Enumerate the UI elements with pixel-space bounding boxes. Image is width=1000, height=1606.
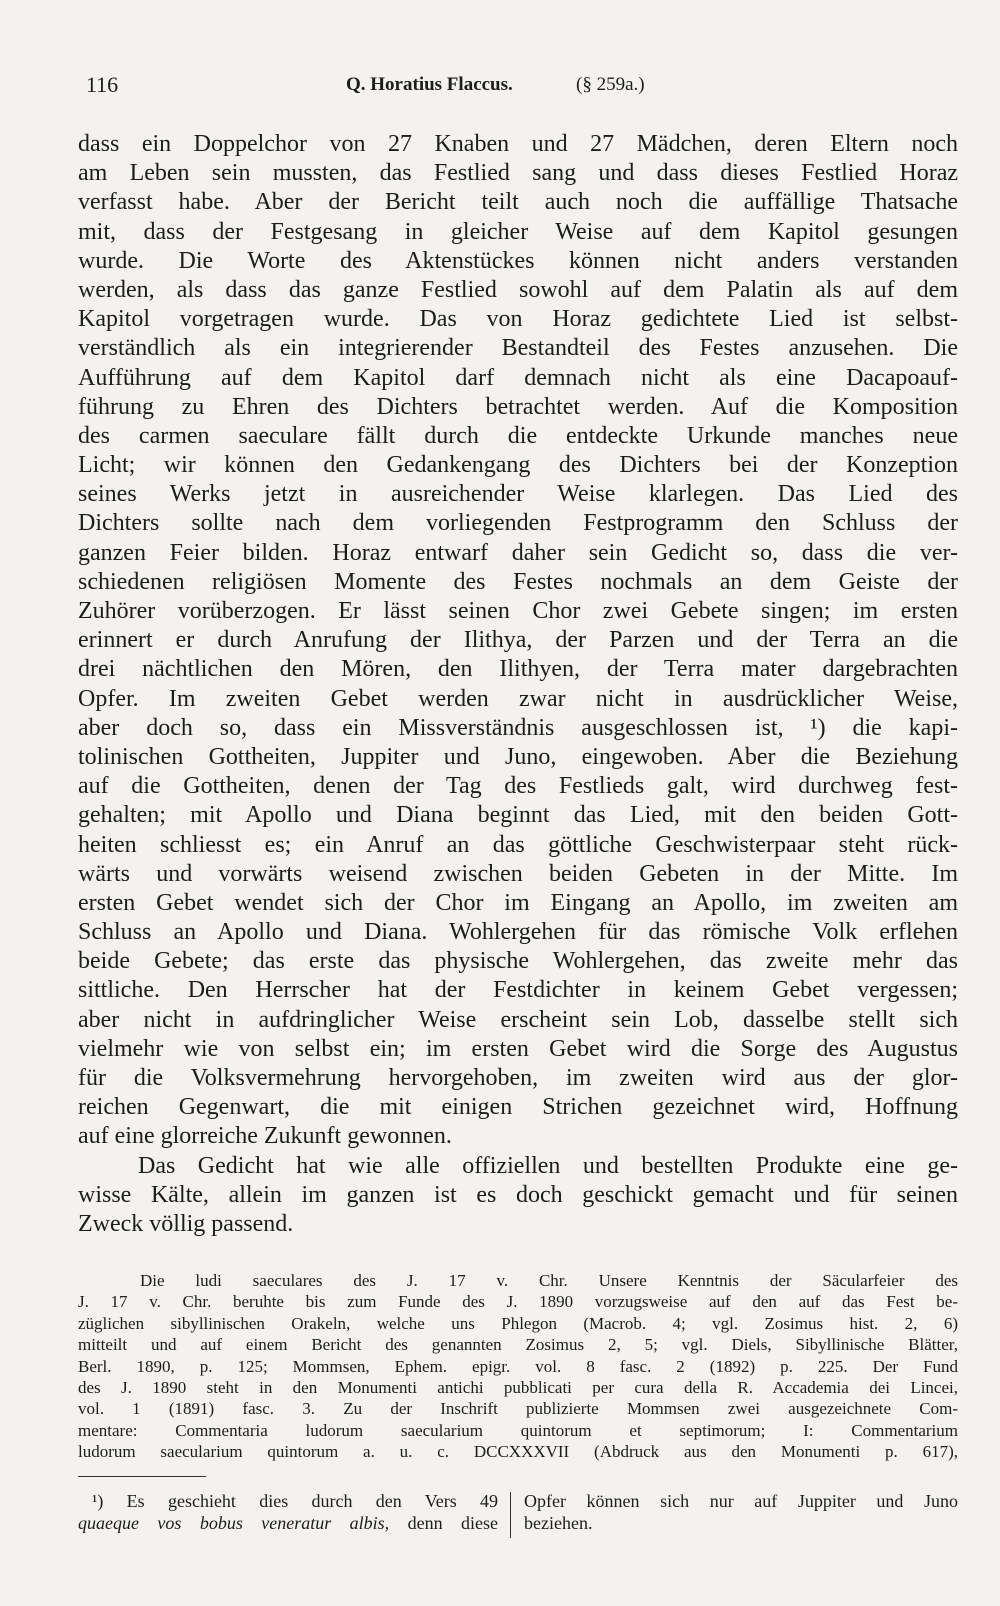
text-line: gehalten; mit Apollo und Diana beginnt das Lied, mit den beiden Gott- bbox=[78, 802, 958, 829]
text-line: erinnert er durch Anrufung der Ilithya, der Parzen und der Terra an die bbox=[78, 627, 958, 654]
text-line: heiten schliesst es; ein Anruf an das göttliche Geschwisterpaar steht rück- bbox=[78, 831, 958, 858]
footnote-line: Opfer können sich nur auf Juppiter und Juno bbox=[524, 1491, 958, 1511]
footnote-quote: quaeque vos bobus veneratur albis, bbox=[78, 1513, 390, 1533]
text-line: auf die Gottheiten, denen der Tag des Festlieds galt, wird durchweg fest- bbox=[78, 773, 958, 800]
text-line: tolinischen Gottheiten, Juppiter und Juno, eingewoben. Aber die Beziehung bbox=[78, 743, 958, 770]
footnote-column-divider bbox=[510, 1492, 511, 1538]
note-line: mitteilt und auf einem Bericht des genannten Zosimus 2, 5; vgl. Diels, Sibyllinische Blätter, bbox=[78, 1335, 958, 1355]
text-line: dass ein Doppelchor von 27 Knaben und 27 Mädchen, deren Eltern noch bbox=[78, 131, 958, 157]
note-line: des J. 1890 steht in den Monumenti antichi pubblicati per cura della R. Accademia dei Lincei, bbox=[78, 1377, 958, 1397]
footnote-right-column bbox=[524, 1490, 958, 1534]
text-line: auf eine glorreiche Zukunft gewonnen. bbox=[78, 1123, 452, 1150]
text-line: ganzen Feier bilden. Horaz entwarf daher sein Gedicht so, dass die ver- bbox=[78, 539, 958, 566]
text-line: ersten Gebet wendet sich der Chor im Eingang an Apollo, im zweiten am bbox=[78, 889, 958, 916]
footnote-line: ¹) Es geschieht dies durch den Vers 49 bbox=[92, 1491, 498, 1511]
main-text bbox=[78, 130, 958, 1239]
note-line: mentare: Commentaria ludorum saecularium quintorum et septimorum; I: Commentarium bbox=[78, 1420, 958, 1440]
bibliographic-note bbox=[78, 1270, 958, 1463]
text-line: Aufführung auf dem Kapitol darf demnach nicht als eine Dacapoauf- bbox=[78, 364, 958, 391]
text-line: aber nicht in aufdringlicher Weise erscheint sein Lob, dasselbe stellt sich bbox=[78, 1006, 958, 1033]
text-line: reichen Gegenwart, die mit einigen Strichen gezeichnet wird, Hoffnung bbox=[78, 1094, 958, 1121]
text-line: wärts und vorwärts weisend zwischen beiden Gebeten in der Mitte. Im bbox=[78, 860, 958, 887]
text-line: für die Volksvermehrung hervorgehoben, im zweiten wird aus der glor- bbox=[78, 1065, 958, 1091]
note-line: Die ludi saeculares des J. 17 v. Chr. Unsere Kenntnis der Säcularfeier des bbox=[140, 1271, 958, 1290]
text-line: Dichters sollte nach dem vorliegenden Festprogramm den Schluss der bbox=[78, 510, 958, 537]
text-line: verständlich als ein integrierender Bestandteil des Festes anzusehen. Die bbox=[78, 335, 958, 362]
text-line: wisse Kälte, allein im ganzen ist es doch geschickt gemacht und für seinen bbox=[78, 1181, 958, 1208]
page-number: 116 bbox=[86, 72, 119, 97]
text-line: Schluss an Apollo und Diana. Wohlergehen für das römische Volk erflehen bbox=[78, 919, 958, 946]
page-header bbox=[78, 72, 958, 108]
text-line: seines Werks jetzt in ausreichender Weise klarlegen. Das Lied des bbox=[78, 481, 958, 508]
running-title: Q. Horatius Flaccus. bbox=[346, 74, 513, 95]
text-line: Opfer. Im zweiten Gebet werden zwar nicht in ausdrücklicher Weise, bbox=[78, 685, 958, 712]
text-line: führung zu Ehren des Dichters betrachtet werden. Auf die Komposition bbox=[78, 393, 958, 420]
footnote-rule bbox=[78, 1476, 206, 1477]
text-line: Kapitol vorgetragen wurde. Das von Horaz gedichtete Lied ist selbst- bbox=[78, 306, 958, 333]
text-line: schiedenen religiösen Momente des Festes nochmals an dem Geiste der bbox=[78, 568, 958, 595]
footnote-line: beziehen. bbox=[524, 1513, 593, 1533]
note-line: züglichen sibyllinischen Orakeln, welche uns Phlegon (Macrob. 4; vgl. Zosimus hist. 2, 6) bbox=[78, 1313, 958, 1333]
note-line: Berl. 1890, p. 125; Mommsen, Ephem. epigr. vol. 8 fasc. 2 (1892) p. 225. Der Fund bbox=[78, 1356, 958, 1376]
text-line: Zuhörer vorüberzogen. Er lässt seinen Chor zwei Gebete singen; im ersten bbox=[78, 598, 958, 624]
text-line: wurde. Die Worte des Aktenstückes können nicht anders verstanden bbox=[78, 247, 958, 274]
note-line: ludorum saecularium quintorum a. u. c. DCCXXXVII (Abdruck aus den Monumenti p. 617), bbox=[78, 1442, 958, 1462]
note-line: vol. 1 (1891) fasc. 3. Zu der Inschrift publizierte Mommsen zwei ausgezeichnete Com- bbox=[78, 1399, 958, 1419]
text-line: am Leben sein mussten, das Festlied sang und dass dieses Festlied Horaz bbox=[78, 160, 958, 187]
text-line: Licht; wir können den Gedankengang des Dichters bei der Konzeption bbox=[78, 452, 958, 479]
footnotes bbox=[78, 1490, 958, 1550]
text-line: drei nächtlichen den Mören, den Ilithyen, der Terra mater dargebrachten bbox=[78, 656, 958, 683]
text-line: beide Gebete; das erste das physische Wohlergehen, das zweite mehr das bbox=[78, 948, 958, 975]
text-line: verfasst habe. Aber der Bericht teilt auch noch die auffällige Thatsache bbox=[78, 189, 958, 216]
footnote-line bbox=[78, 1512, 498, 1534]
text-line: Das Gedicht hat wie alle offiziellen und bestellten Produkte eine ge- bbox=[138, 1152, 958, 1179]
text-line: sittliche. Den Herrscher hat der Festdichter in keinem Gebet vergessen; bbox=[78, 977, 958, 1004]
text-line: mit, dass der Festgesang in gleicher Weise auf dem Kapitol gesungen bbox=[78, 218, 958, 245]
text-line: Zweck völlig passend. bbox=[78, 1210, 294, 1237]
text-line: aber doch so, dass ein Missverständnis ausgeschlossen ist, ¹) die kapi- bbox=[78, 714, 958, 741]
text-line: des carmen saeculare fällt durch die entdeckte Urkunde manches neue bbox=[78, 422, 958, 449]
footnote-text: denn diese bbox=[389, 1513, 498, 1533]
text-line: werden, als dass das ganze Festlied sowohl auf dem Palatin als auf dem bbox=[78, 276, 958, 303]
section-reference: (§ 259a.) bbox=[576, 74, 645, 95]
footnote-left-column bbox=[78, 1490, 498, 1534]
note-line: J. 17 v. Chr. beruhte bis zum Funde des J. 1890 vorzugsweise auf den auf das Fest be- bbox=[78, 1292, 958, 1312]
text-line: vielmehr wie von selbst ein; im ersten Gebet wird die Sorge des Augustus bbox=[78, 1035, 958, 1062]
